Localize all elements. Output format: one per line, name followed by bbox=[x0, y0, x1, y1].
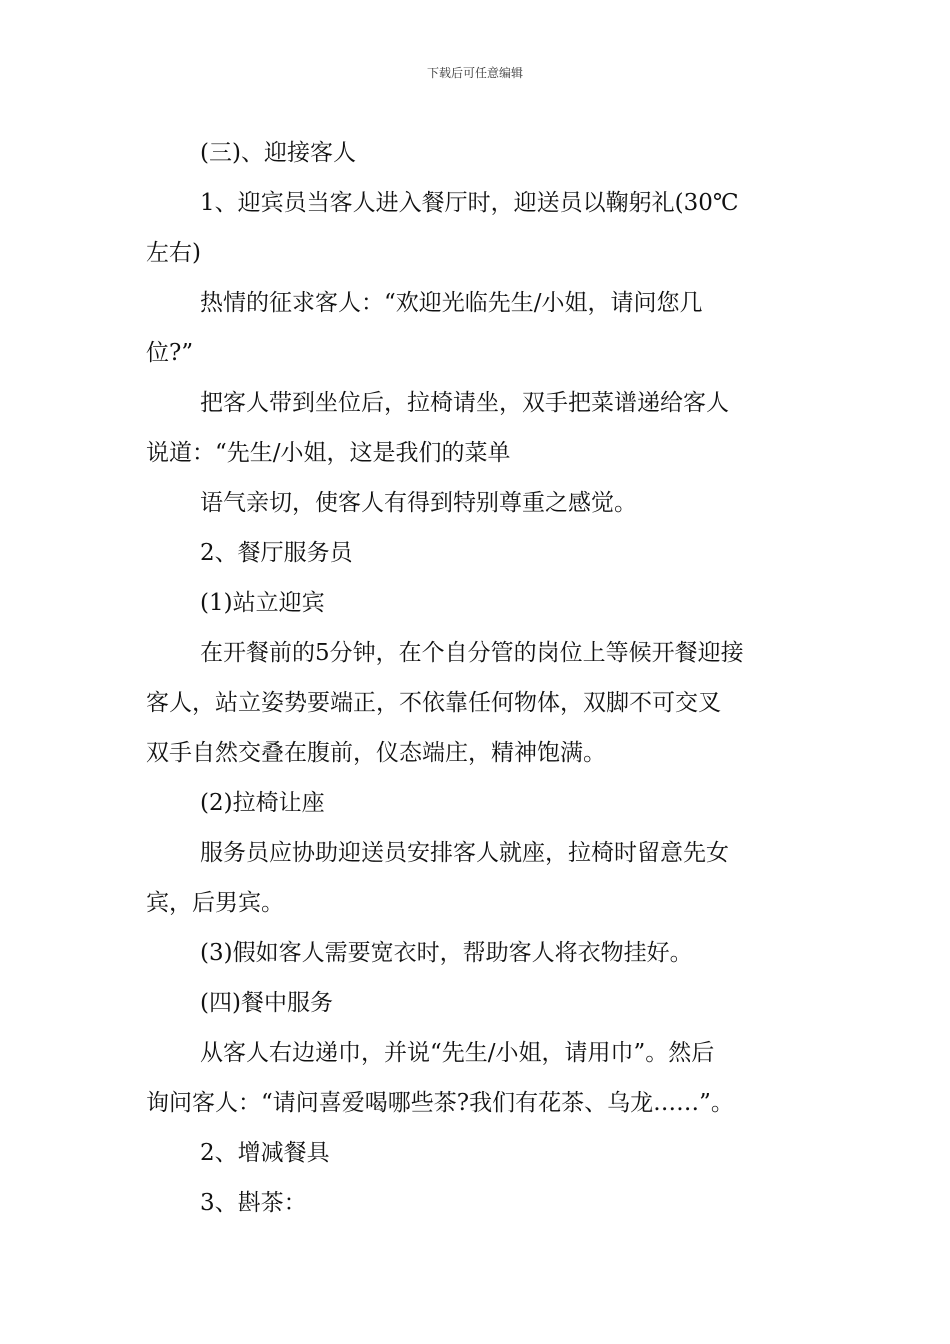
text-line: 宾，后男宾。 bbox=[146, 890, 284, 916]
text-line: 位?” bbox=[146, 340, 194, 366]
text-line: 双手自然交叠在腹前，仪态端庄，精神饱满。 bbox=[146, 740, 606, 766]
section-heading: (三)、迎接客人 bbox=[200, 140, 356, 166]
subsection-heading: (2)拉椅让座 bbox=[200, 790, 325, 816]
subsection-heading: 2、餐厅服务员 bbox=[200, 540, 353, 566]
text-line: 询问客人：“请问喜爱喝哪些茶?我们有花茶、乌龙……”。 bbox=[146, 1090, 734, 1116]
text-line: 在开餐前的5分钟，在个自分管的岗位上等候开餐迎接 bbox=[200, 640, 744, 666]
text-line: 1、迎宾员当客人进入餐厅时，迎送员以鞠躬礼(30℃ bbox=[200, 190, 739, 216]
page-header: 下载后可任意编辑 bbox=[426, 66, 523, 80]
document-body bbox=[146, 128, 806, 1228]
text-line: 把客人带到坐位后，拉椅请坐，双手把菜谱递给客人 bbox=[200, 390, 729, 416]
text-line: (3)假如客人需要宽衣时，帮助客人将衣物挂好。 bbox=[200, 940, 693, 966]
text-line: 热情的征求客人：“欢迎光临先生/小姐，请问您几 bbox=[200, 290, 703, 316]
text-line: 服务员应协助迎送员安排客人就座，拉椅时留意先女 bbox=[200, 840, 729, 866]
subsection-heading: (1)站立迎宾 bbox=[200, 590, 325, 616]
section-heading: (四)餐中服务 bbox=[200, 990, 333, 1016]
text-line: 客人，站立姿势要端正，不依靠任何物体，双脚不可交叉 bbox=[146, 690, 721, 716]
text-line: 左右) bbox=[146, 240, 201, 266]
text-line: 语气亲切，使客人有得到特别尊重之感觉。 bbox=[200, 490, 637, 516]
subsection-heading: 2、增减餐具 bbox=[200, 1140, 330, 1166]
text-line: 从客人右边递巾，并说“先生/小姐，请用巾”。然后 bbox=[200, 1040, 715, 1066]
text-line: 说道：“先生/小姐，这是我们的菜单 bbox=[146, 440, 511, 466]
subsection-heading: 3、斟茶： bbox=[200, 1190, 307, 1216]
